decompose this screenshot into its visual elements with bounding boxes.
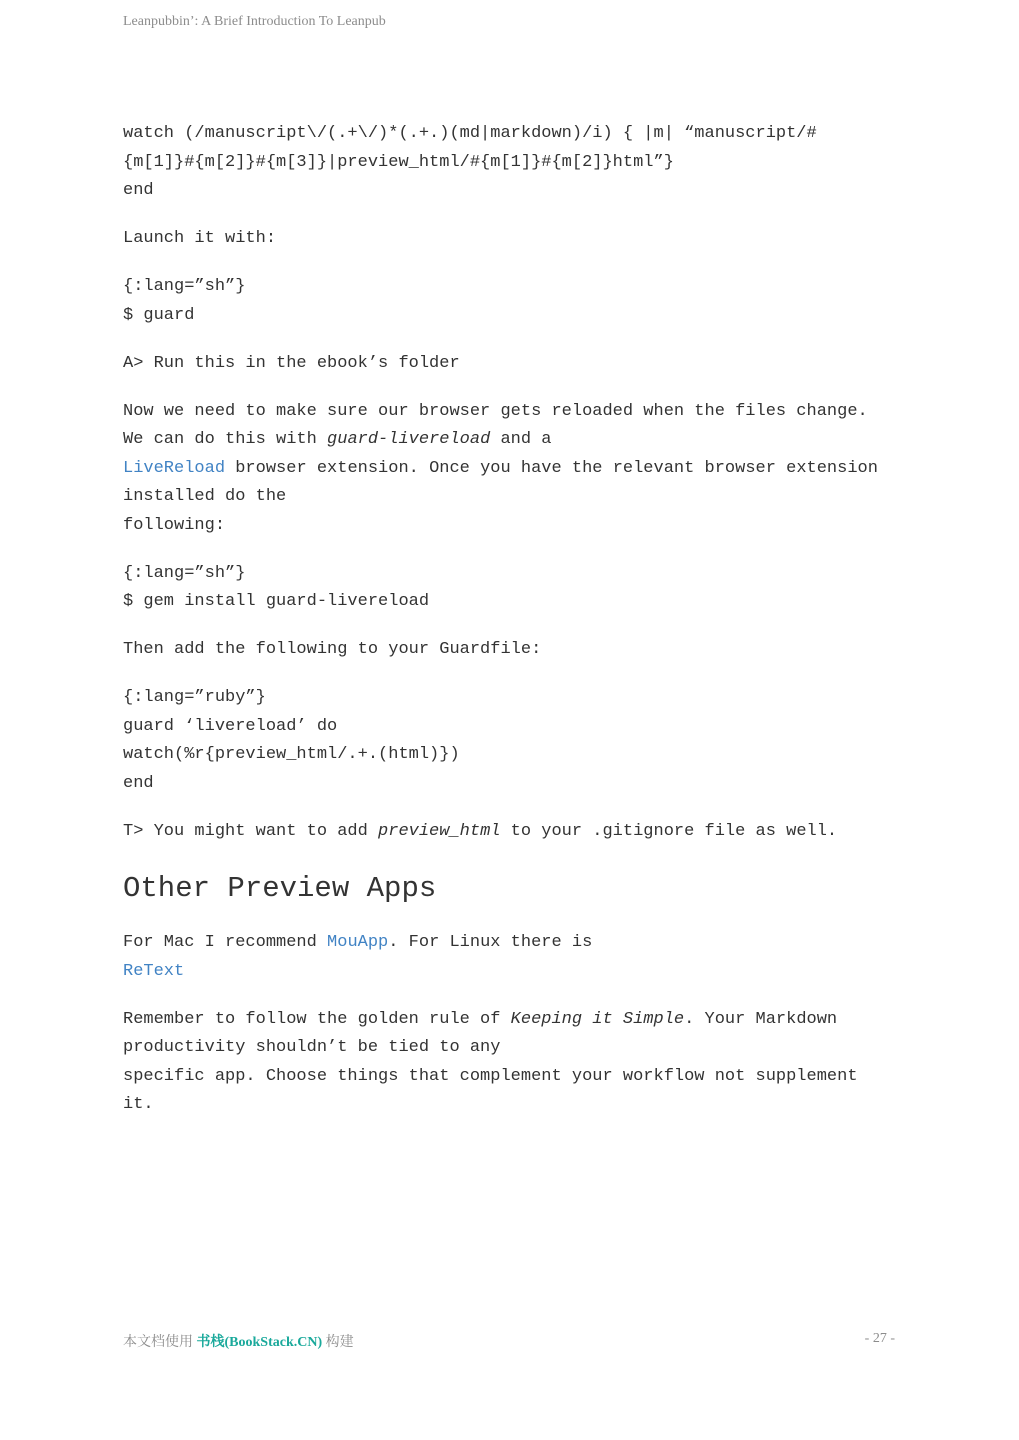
code-line: $ guard	[123, 305, 195, 325]
code-line: watch(%r{preview_html/.+.(html)})	[123, 745, 460, 764]
text-span: to your .gitignore file as well.	[500, 821, 838, 841]
footer-prefix: 本文档使用	[123, 1335, 197, 1350]
text-span: We can do this with	[123, 430, 328, 449]
code-block-guardfile-watch	[123, 120, 903, 206]
text-span: T> You might want to add	[123, 821, 379, 841]
reload-paragraph	[123, 398, 903, 541]
document-body	[123, 120, 903, 1139]
text-span: Now we need to make sure our browser gets reloaded when the files change.	[123, 401, 868, 421]
code-line: watch (/manuscript\/(.+\/)*(.+.)(md|markdown)/i) { |m| “manuscript/#	[123, 124, 817, 143]
text-span: productivity shouldn’t be tied to any	[123, 1038, 501, 1057]
emphasis-text: preview_html	[378, 821, 501, 841]
text-span: For Mac I recommend	[123, 933, 328, 952]
text-span: . Your Markdown	[684, 1009, 838, 1029]
code-line: {:lang=”sh”}	[123, 277, 246, 296]
code-line: {:lang=”ruby”}	[123, 688, 266, 707]
mouapp-link[interactable]: MouApp	[327, 933, 389, 952]
emphasis-text: Keeping it Simple	[510, 1009, 685, 1029]
livereload-link[interactable]: LiveReload	[123, 458, 226, 478]
code-block-livereload	[123, 684, 903, 798]
running-header: Leanpubbin’: A Brief Introduction To Leanpub	[123, 14, 386, 29]
code-line: guard ‘livereload’ do	[123, 716, 338, 736]
code-line: {:lang=”sh”}	[123, 563, 246, 583]
aside-paragraph: A> Run this in the ebook’s folder	[123, 353, 460, 373]
page-number: - 27 -	[864, 1331, 895, 1346]
golden-rule-paragraph	[123, 1006, 903, 1120]
then-add-paragraph: Then add the following to your Guardfile:	[123, 640, 542, 659]
bookstack-link[interactable]: 书栈(BookStack.CN)	[196, 1335, 323, 1350]
text-span: browser extension. Once you have the relevant browser extension	[225, 458, 878, 478]
text-span: . For Linux there is	[388, 933, 593, 952]
emphasis-text: guard-livereload	[327, 430, 491, 449]
code-line: end	[123, 773, 154, 793]
code-line: end	[123, 181, 154, 200]
text-span: it.	[123, 1095, 154, 1114]
text-span: specific app. Choose things that complement your workflow not supplement	[123, 1066, 858, 1086]
text-span: following:	[123, 515, 226, 535]
code-line: $ gem install guard-livereload	[123, 592, 430, 611]
tip-paragraph	[123, 818, 903, 847]
code-line: {m[1]}#{m[2]}#{m[3]}|preview_html/#{m[1]}#{m[2]}html”}	[123, 152, 674, 172]
text-span: Remember to follow the golden rule of	[123, 1009, 511, 1029]
text-span: and a	[490, 430, 552, 449]
apps-paragraph	[123, 929, 903, 986]
code-block-guard	[123, 273, 903, 330]
footer-suffix: 构建	[322, 1335, 354, 1350]
code-block-gem-install	[123, 560, 903, 617]
launch-paragraph: Launch it with:	[123, 229, 277, 248]
retext-link[interactable]: ReText	[123, 961, 185, 981]
page-footer	[123, 1331, 895, 1351]
section-heading: Other Preview Apps	[123, 872, 437, 905]
text-span: installed do the	[123, 487, 287, 506]
